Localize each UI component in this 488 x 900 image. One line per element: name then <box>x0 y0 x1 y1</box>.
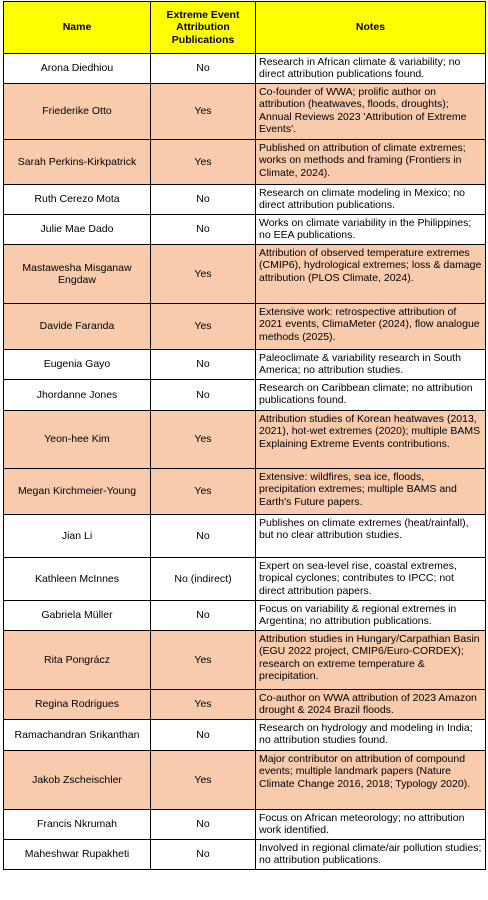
cell-name[interactable]: Maheshwar Rupakheti <box>4 840 151 870</box>
table-row <box>4 84 486 140</box>
researchers-table <box>3 1 486 870</box>
table-body <box>4 54 486 870</box>
cell-attribution[interactable]: Yes <box>151 631 256 690</box>
cell-attribution[interactable]: Yes <box>151 140 256 185</box>
cell-attribution[interactable]: Yes <box>151 469 256 515</box>
cell-notes[interactable]: Co-author on WWA attribution of 2023 Amazon drought & 2024 Brazil floods. <box>256 690 486 720</box>
table-row <box>4 411 486 469</box>
cell-name[interactable]: Rita Pongrácz <box>4 631 151 690</box>
cell-name[interactable]: Davide Faranda <box>4 304 151 350</box>
cell-name[interactable]: Friederike Otto <box>4 84 151 140</box>
table-row <box>4 690 486 720</box>
table-row <box>4 601 486 631</box>
cell-notes[interactable]: Attribution of observed temperature extremes (CMIP6), hydrological extremes; loss & damage attribution (PLOS Climate, 2024). <box>256 245 486 304</box>
cell-name[interactable]: Gabriela Müller <box>4 601 151 631</box>
cell-notes[interactable]: Major contributor on attribution of compound events; multiple landmark papers (Nature Climate Change 2016, 2018; Typology 2020). <box>256 751 486 810</box>
cell-attribution[interactable]: No <box>151 380 256 411</box>
table-row <box>4 185 486 215</box>
cell-name[interactable]: Sarah Perkins-Kirkpatrick <box>4 140 151 185</box>
cell-notes[interactable]: Expert on sea-level rise, coastal extremes, tropical cyclones; contributes to IPCC; not direct attribution papers. <box>256 558 486 601</box>
cell-attribution[interactable]: No <box>151 185 256 215</box>
table-row <box>4 215 486 245</box>
cell-notes[interactable]: Research on Caribbean climate; no attribution publications found. <box>256 380 486 411</box>
cell-name[interactable]: Kathleen McInnes <box>4 558 151 601</box>
cell-attribution[interactable]: Yes <box>151 304 256 350</box>
cell-notes[interactable]: Focus on variability & regional extremes in Argentina; no attribution publications. <box>256 601 486 631</box>
cell-attribution[interactable]: No <box>151 720 256 751</box>
cell-name[interactable]: Francis Nkrumah <box>4 810 151 840</box>
table-row <box>4 350 486 380</box>
header-attribution[interactable]: Extreme Event Attribution Publications <box>151 2 256 54</box>
cell-notes[interactable]: Attribution studies in Hungary/Carpathian Basin (EGU 2022 project, CMIP6/Euro-CORDEX); research on extreme temperature & precipitation. <box>256 631 486 690</box>
cell-name[interactable]: Regina Rodrigues <box>4 690 151 720</box>
cell-attribution[interactable]: No <box>151 54 256 84</box>
cell-attribution[interactable]: Yes <box>151 84 256 140</box>
cell-notes[interactable]: Publishes on climate extremes (heat/rainfall), but no clear attribution studies. <box>256 515 486 558</box>
cell-notes[interactable]: Research on hydrology and modeling in India; no attribution studies found. <box>256 720 486 751</box>
cell-attribution[interactable]: Yes <box>151 411 256 469</box>
table-row <box>4 810 486 840</box>
cell-attribution[interactable]: No <box>151 515 256 558</box>
cell-notes[interactable]: Published on attribution of climate extremes; works on methods and framing (Frontiers in Climate, 2024). <box>256 140 486 185</box>
table-row <box>4 720 486 751</box>
table-row <box>4 840 486 870</box>
table-header <box>4 2 486 54</box>
cell-notes[interactable]: Extensive: wildfires, sea ice, floods, precipitation extremes; multiple BAMS and Earth's Future papers. <box>256 469 486 515</box>
cell-attribution[interactable]: Yes <box>151 751 256 810</box>
cell-name[interactable]: Jakob Zscheischler <box>4 751 151 810</box>
cell-attribution[interactable]: No <box>151 601 256 631</box>
cell-notes[interactable]: Involved in regional climate/air pollution studies; no attribution publications. <box>256 840 486 870</box>
cell-notes[interactable]: Research on climate modeling in Mexico; no direct attribution publications. <box>256 185 486 215</box>
cell-notes[interactable]: Extensive work: retrospective attribution of 2021 events, ClimaMeter (2024), flow analogue methods (2025). <box>256 304 486 350</box>
table-row <box>4 751 486 810</box>
cell-name[interactable]: Jian Li <box>4 515 151 558</box>
table-row <box>4 558 486 601</box>
header-name[interactable]: Name <box>4 2 151 54</box>
cell-attribution[interactable]: Yes <box>151 245 256 304</box>
cell-name[interactable]: Arona Diedhiou <box>4 54 151 84</box>
cell-name[interactable]: Ramachandran Srikanthan <box>4 720 151 751</box>
cell-attribution[interactable]: No <box>151 810 256 840</box>
header-notes[interactable]: Notes <box>256 2 486 54</box>
cell-name[interactable]: Ruth Cerezo Mota <box>4 185 151 215</box>
table-row <box>4 631 486 690</box>
cell-name[interactable]: Jhordanne Jones <box>4 380 151 411</box>
table-row <box>4 469 486 515</box>
table-row <box>4 54 486 84</box>
cell-name[interactable]: Mastawesha Misganaw Engdaw <box>4 245 151 304</box>
cell-notes[interactable]: Co-founder of WWA; prolific author on attribution (heatwaves, floods, droughts); Annual Reviews 2023 'Attribution of Extreme Events'. <box>256 84 486 140</box>
cell-attribution[interactable]: No <box>151 350 256 380</box>
cell-name[interactable]: Julie Mae Dado <box>4 215 151 245</box>
cell-name[interactable]: Eugenia Gayo <box>4 350 151 380</box>
cell-notes[interactable]: Attribution studies of Korean heatwaves (2013, 2021), hot-wet extremes (2020); multiple BAMS Explaining Extreme Events contributions. <box>256 411 486 469</box>
cell-notes[interactable]: Paleoclimate & variability research in South America; no attribution studies. <box>256 350 486 380</box>
table-row <box>4 245 486 304</box>
cell-attribution[interactable]: Yes <box>151 690 256 720</box>
cell-notes[interactable]: Works on climate variability in the Philippines; no EEA publications. <box>256 215 486 245</box>
table-row <box>4 515 486 558</box>
table-row <box>4 140 486 185</box>
cell-attribution[interactable]: No (indirect) <box>151 558 256 601</box>
cell-notes[interactable]: Focus on African meteorology; no attribution work identified. <box>256 810 486 840</box>
table-row <box>4 380 486 411</box>
cell-attribution[interactable]: No <box>151 840 256 870</box>
cell-name[interactable]: Megan Kirchmeier-Young <box>4 469 151 515</box>
cell-notes[interactable]: Research in African climate & variability; no direct attribution publications found. <box>256 54 486 84</box>
cell-name[interactable]: Yeon-hee Kim <box>4 411 151 469</box>
cell-attribution[interactable]: No <box>151 215 256 245</box>
table-row <box>4 304 486 350</box>
